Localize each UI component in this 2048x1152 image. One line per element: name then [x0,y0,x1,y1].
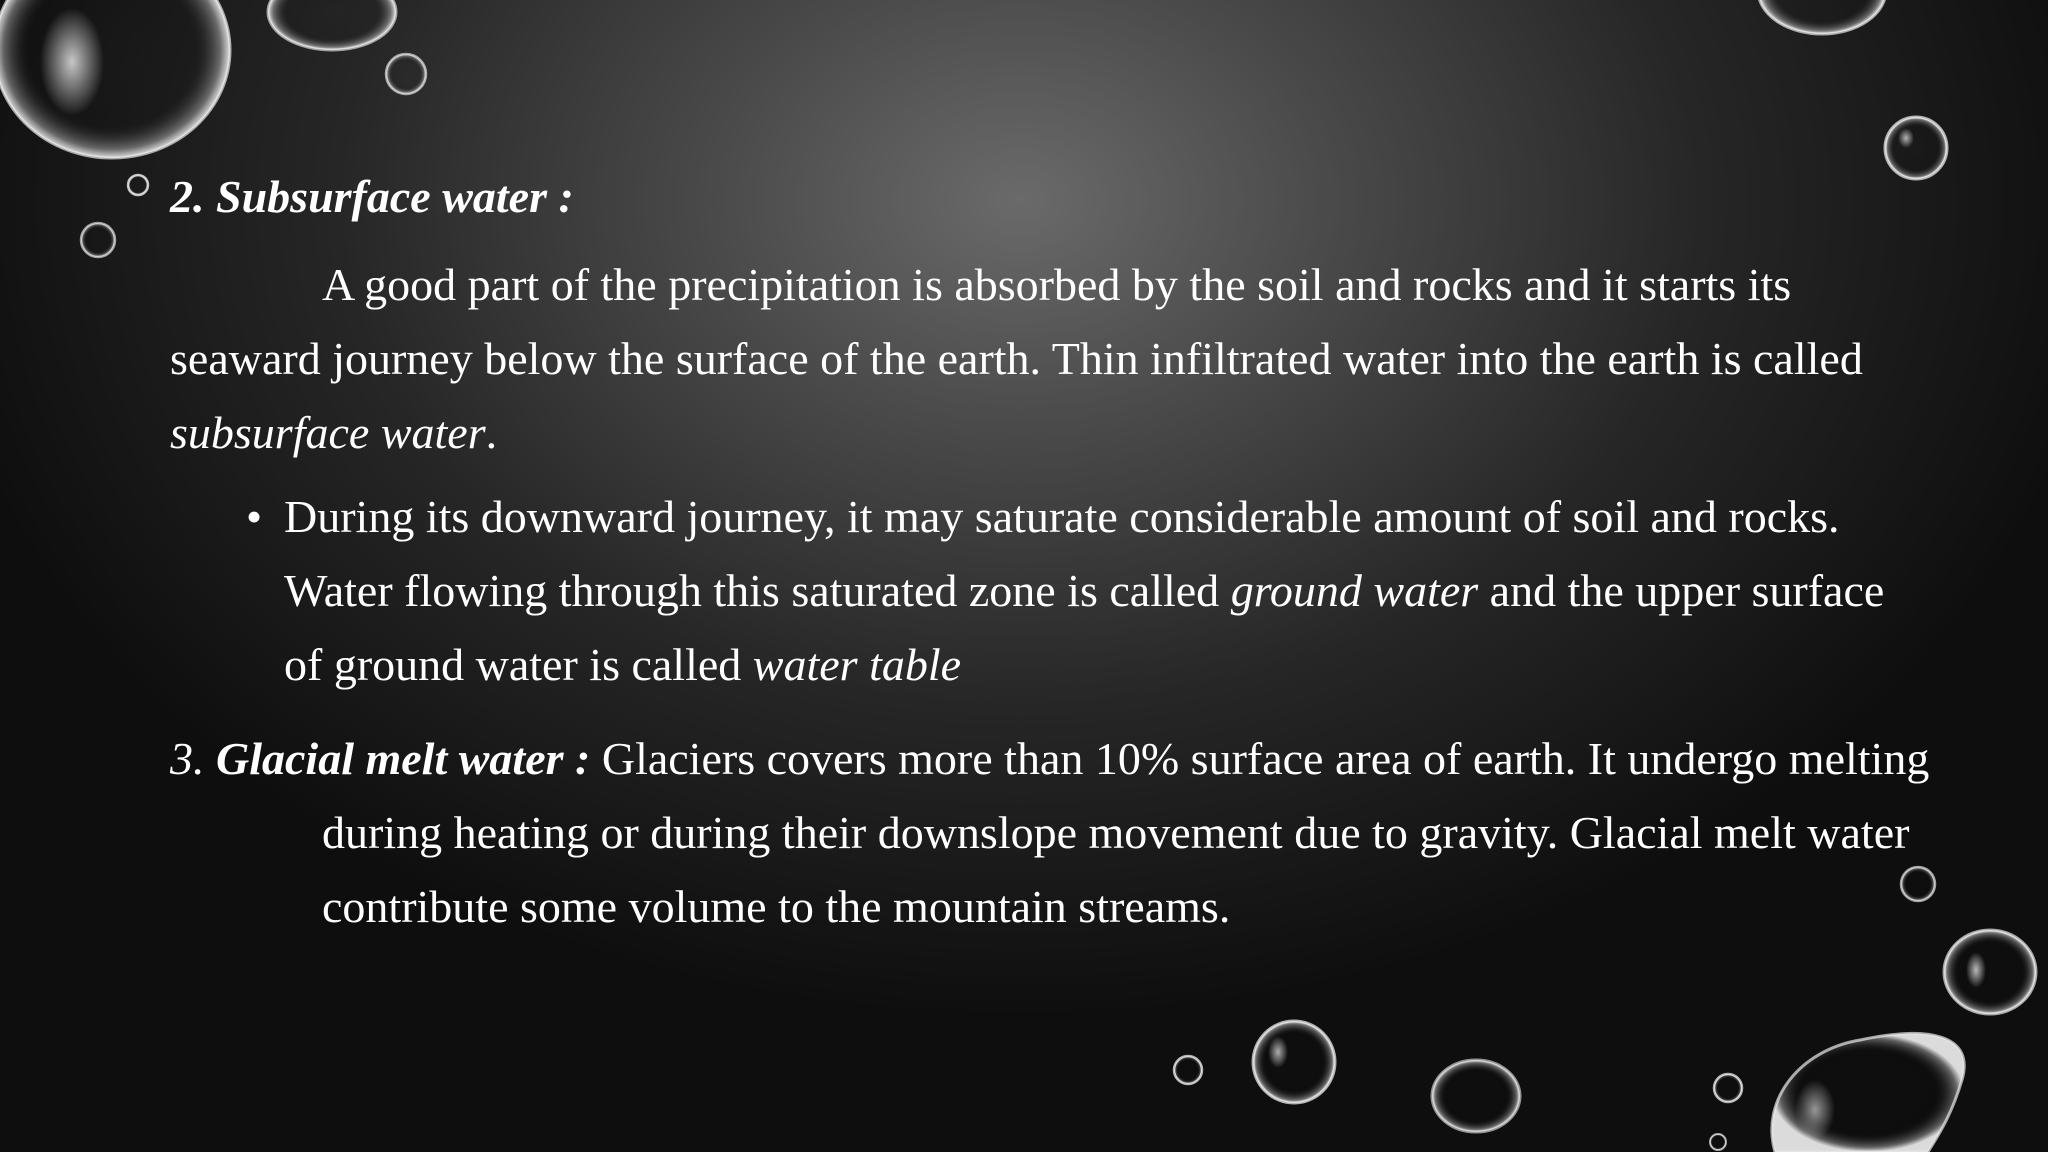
section-glacial-melt-water [170,722,1930,944]
droplet-icon [268,0,396,50]
droplet-icon [1710,1134,1726,1150]
bullet-ground-water: • During its downward journey, it may saturate considerable amount of soil and rocks. Water flowing through this saturated zone is called ground water and the upper surface of ground water is called water table [284,480,1930,702]
section-heading-glacial-melt-water: Glacial melt water : [216,733,591,784]
section-heading-subsurface-water: 2. Subsurface water : [170,171,574,222]
bullet-icon: • [246,491,263,542]
droplet-icon [1432,1060,1520,1132]
droplet-icon [1772,1033,1964,1152]
slide-content [170,160,1930,944]
droplet-icon [0,0,230,158]
section-number: 3. [170,733,216,784]
droplet-icon [1714,1074,1742,1102]
droplet-icon [1174,1056,1202,1084]
droplet-icon [386,54,426,94]
term-ground-water: ground water [1230,565,1479,616]
subsurface-paragraph: A good part of the precipitation is absorbed by the soil and rocks and it starts its seaward journey below the surface of the earth. Thin infiltrated water into the earth is called subsurface water. [170,259,1863,458]
droplet-icon [128,175,148,195]
droplet-icon [1944,930,2036,1014]
term-subsurface-water: subsurface water [170,407,486,458]
droplet-icon [1253,1021,1335,1103]
glacial-paragraph: Glaciers covers more than 10% surface area of earth. It undergo melting during heating or during their downslope movement due to gravity. Glacial melt water contribute some volume to the mountain streams. [322,733,1930,932]
droplet-icon [1758,0,1886,34]
droplet-icon [81,223,115,257]
term-water-table: water table [752,639,962,690]
